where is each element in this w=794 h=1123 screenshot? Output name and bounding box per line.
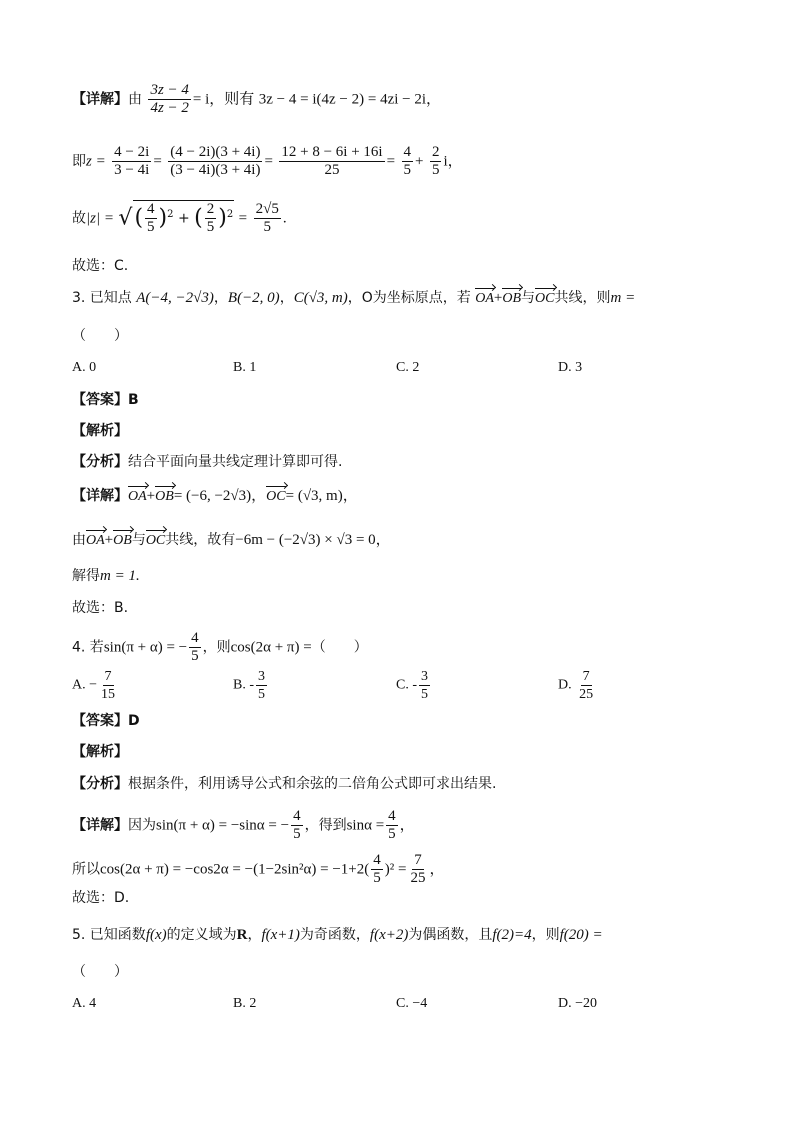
- q2-choice: 故选：C.: [72, 258, 129, 274]
- q4-option-d: D. $\frac{7}{25}$: [558, 669, 594, 702]
- q4-choice: 故选：D.: [72, 890, 130, 906]
- q2-z-line: 即z = $\frac{4 - 2i}{3 - 4i}$ = $\frac{(4 - 2i)(3 + 4i)}{(3 - 4i)(3 + 4i)}$ = $\frac{12 + 8 - 6i + 16i}{25}$ = $\frac{4}{5}$ + $\frac{2}{5}$ i，: [72, 144, 463, 178]
- q4-stem: 4. 若sin(π + α) = − $\frac{4}{5}$ ，则cos(2α + π) =（ ）: [72, 630, 368, 664]
- q5-option-c: C. −4: [396, 996, 428, 1011]
- fraction: $\frac{2√5}{5}$: [255, 201, 279, 235]
- q4-answer: 【答案】D: [72, 713, 140, 729]
- q4-fenxi: 【分析】根据条件，利用诱导公式和余弦的二倍角公式即可求出结果.: [72, 776, 497, 792]
- radicand: ( $\frac{4}{5}$ )$^2$ + ( $\frac{2}{5}$ )$^2$: [134, 201, 234, 235]
- q4-detail-2: 所以cos(2α + π) = −cos2α = −(1−2sin²α) = −1+2( $\frac{4}{5}$ )² = $\frac{7}{25}$ ，: [72, 852, 445, 886]
- fraction: $\frac{4 - 2i}{3 - 4i}$: [114, 144, 150, 178]
- q3-option-c: C. 2: [396, 360, 420, 375]
- q3-fenxi: 【分析】结合平面向量共线定理计算即可得.: [72, 454, 343, 470]
- q4-option-c: C. - $\frac{3}{5}$: [396, 669, 429, 702]
- q2-detail-line: 【详解】由 $\frac{3z - 4}{4z - 2}$ = i，则有 3z − 4 = i(4z − 2) = 4zi − 2i，: [72, 82, 442, 116]
- fraction: $\frac{2}{5}$: [431, 144, 440, 178]
- q3-detail-1: 【详解】OA+OB= (−6, −2√3)，OC= (√3, m)，: [72, 486, 358, 507]
- q4-detail-1: 【详解】因为sin(π + α) = −sinα = − $\frac{4}{5}$ ，得到sinα = $\frac{4}{5}$ ，: [72, 808, 415, 842]
- q3-analysis-heading: 【解析】: [72, 423, 128, 439]
- q3-option-d: D. 3: [558, 360, 583, 375]
- q4-analysis-heading: 【解析】: [72, 744, 128, 760]
- q3-paren: （ ）: [72, 328, 128, 344]
- sqrt-sign: √: [118, 205, 133, 231]
- q3-choice: 故选：B.: [72, 600, 129, 616]
- fraction: $\frac{4}{5}$: [403, 144, 412, 178]
- q5-stem: 5. 已知函数f(x)的定义域为R，f(x+1)为奇函数，f(x+2)为偶函数，且f(2)=4，则f(20) =: [72, 927, 603, 943]
- q5-paren: （ ）: [72, 964, 128, 980]
- fraction: $\frac{(4 - 2i)(3 + 4i)}{(3 - 4i)(3 + 4i)}$: [170, 144, 261, 178]
- q4-option-b: B. - $\frac{3}{5}$: [233, 669, 266, 702]
- q3-detail-2: 由OA+OB与OC共线，故有−6m − (−2√3) × √3 = 0，: [72, 530, 391, 551]
- fraction: $\frac{12 + 8 - 6i + 16i}{25}$: [281, 144, 383, 178]
- q3-option-a: A. 0: [72, 360, 97, 375]
- fraction: $\frac{3z - 4}{4z - 2}$: [150, 82, 189, 116]
- q2-abs-line: 故|z| = √( $\frac{4}{5}$ )$^2$ + ( $\frac{2}{5}$ )$^2$ = $\frac{2√5}{5}$ .: [72, 201, 287, 235]
- q5-option-a: A. 4: [72, 996, 97, 1011]
- q3-option-b: B. 1: [233, 360, 257, 375]
- q3-detail-3: 解得m = 1.: [72, 568, 140, 584]
- q3-stem: 3. 已知点 A(−4, −2√3)，B(−2, 0)，C(√3, m)，O为坐标原点，若 OA+OB与OC共线，则m =: [72, 288, 635, 309]
- q3-answer: 【答案】B: [72, 392, 139, 408]
- q5-option-d: D. −20: [558, 996, 598, 1011]
- detail-tag: 【详解】: [72, 91, 128, 108]
- q4-option-a: A. − $\frac{7}{15}$: [72, 669, 116, 702]
- q5-option-b: B. 2: [233, 996, 257, 1011]
